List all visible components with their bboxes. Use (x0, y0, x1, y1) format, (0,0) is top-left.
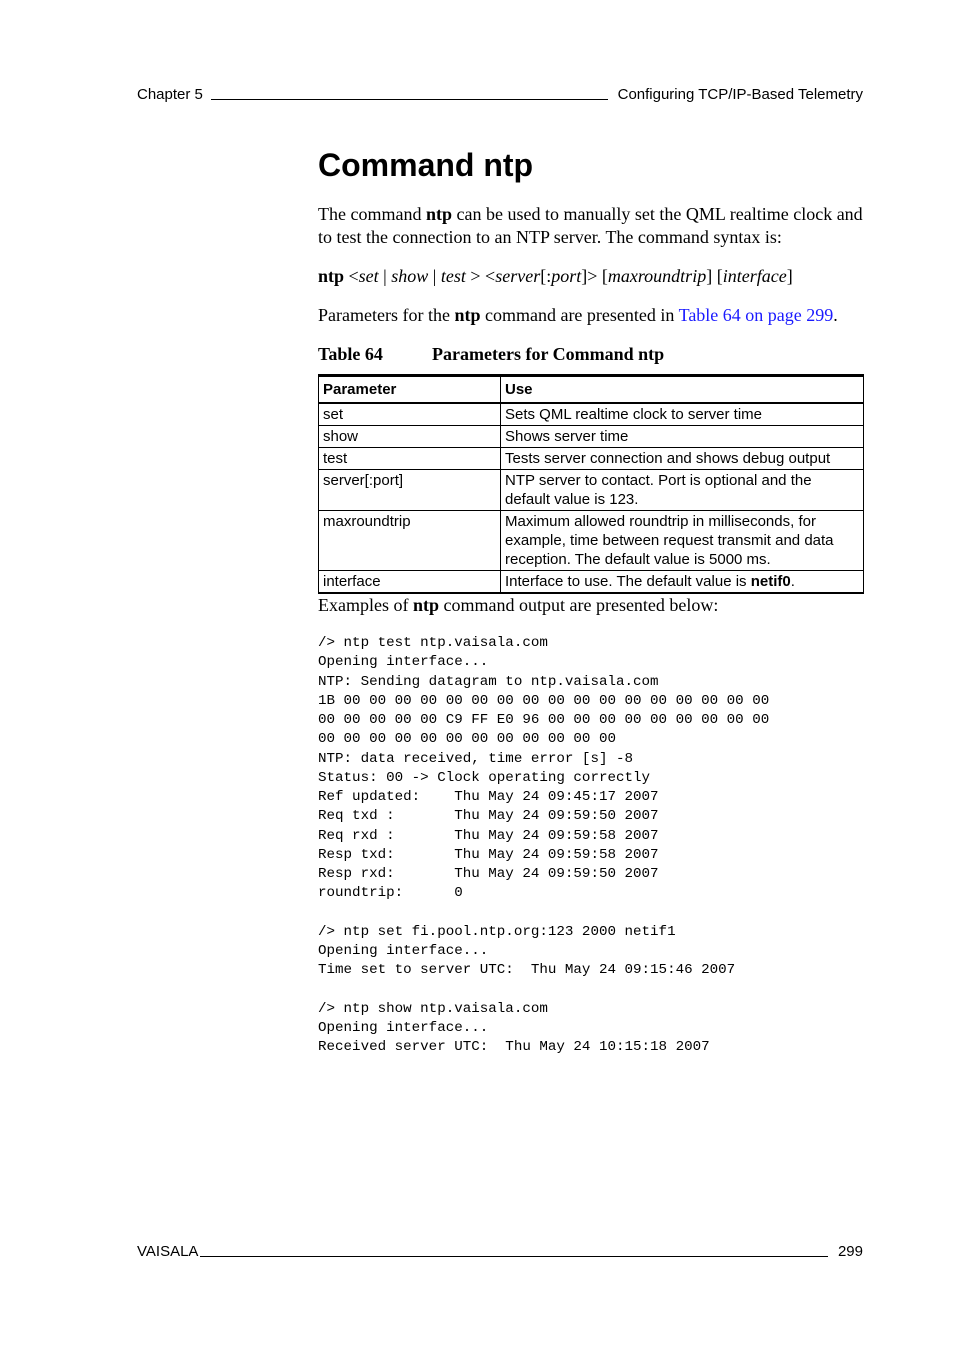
code-line: 1B 00 00 00 00 00 00 00 00 00 00 00 00 00 00 00 00 00 (318, 692, 770, 709)
code-line: 00 00 00 00 00 C9 FF E0 96 00 00 00 00 00 00 00 00 00 (318, 712, 770, 729)
table-number: Table 64 (318, 344, 383, 365)
header-use: Use (501, 376, 864, 404)
code-line: NTP: data received, time error [s] -8 (318, 750, 634, 767)
use-cell (501, 571, 864, 594)
code-example-block (318, 634, 864, 1058)
code-line: 00 00 00 00 00 00 00 00 00 00 00 00 (318, 731, 616, 748)
page-footer (137, 1243, 863, 1260)
param-cell: interface (319, 571, 501, 594)
code-line: Ref updated: Thu May 24 09:45:17 2007 (318, 789, 659, 806)
examples-paragraph (318, 594, 864, 617)
table-caption (318, 344, 864, 365)
main-content (318, 148, 864, 1058)
syntax-sep: | (428, 266, 441, 287)
code-line: Req txd : Thu May 24 09:59:50 2007 (318, 808, 659, 825)
header-parameter: Parameter (319, 376, 501, 404)
syntax-server: server (495, 266, 541, 287)
intro-command: ntp (425, 204, 452, 225)
code-line: Resp txd: Thu May 24 09:59:58 2007 (318, 846, 659, 863)
code-line: Time set to server UTC: Thu May 24 09:15:46 2007 (318, 962, 736, 979)
param-cell: set (319, 403, 501, 426)
command-syntax (318, 266, 864, 287)
parameters-paragraph (318, 304, 864, 327)
use-text: Interface to use. The default value is (505, 573, 751, 591)
syntax-show: show (391, 266, 429, 287)
code-line: Req rxd : Thu May 24 09:59:58 2007 (318, 827, 659, 844)
param-cell: maxroundtrip (319, 511, 501, 571)
page-title: Command ntp (318, 147, 534, 183)
chapter-label: Chapter 5 (137, 86, 203, 103)
examples-command: ntp (412, 595, 439, 616)
code-line: Received server UTC: Thu May 24 10:15:18 2007 (318, 1039, 710, 1056)
table-row (319, 511, 864, 571)
use-cell: NTP server to contact. Port is optional and the default value is 123. (501, 470, 864, 511)
use-text-end: . (790, 573, 795, 591)
use-cell: Maximum allowed roundtrip in milliseconds, for example, time between request transmit and data reception. The default value is 5000 ms. (501, 511, 864, 571)
table-reference-link[interactable]: Table 64 on page 299 (678, 305, 834, 326)
syntax-port: port (551, 266, 582, 287)
code-line: /> ntp show ntp.vaisala.com (318, 1000, 548, 1017)
code-line: Opening interface... (318, 654, 489, 671)
syntax-sep: | (378, 266, 392, 287)
table-row (319, 470, 864, 511)
syntax-interface: interface (722, 266, 787, 287)
syntax-sep: < (344, 266, 359, 287)
syntax-sep: ] (786, 266, 793, 287)
code-line: /> ntp test ntp.vaisala.com (318, 635, 548, 652)
page-header (137, 86, 863, 103)
syntax-maxroundtrip: maxroundtrip (607, 266, 707, 287)
params-text: Parameters for the (318, 305, 455, 326)
params-text-end: . (833, 305, 838, 326)
code-line: Opening interface... (318, 943, 489, 960)
syntax-sep: > < (465, 266, 496, 287)
intro-text: The command (318, 204, 426, 225)
table-row (319, 403, 864, 426)
code-line: Opening interface... (318, 1020, 489, 1037)
chapter-title: Configuring TCP/IP-Based Telemetry (617, 86, 863, 103)
examples-text-end: command output are presented below: (439, 595, 719, 616)
header-rule (211, 99, 608, 100)
table-header-row (319, 376, 864, 404)
table-row (319, 448, 864, 470)
table-title: Parameters for Command ntp (432, 344, 665, 365)
params-text-mid: command are presented in (480, 305, 679, 326)
footer-rule (200, 1256, 828, 1257)
use-cell: Shows server time (501, 426, 864, 448)
param-cell: test (319, 448, 501, 470)
syntax-test: test (440, 266, 466, 287)
footer-brand: VAISALA (137, 1243, 199, 1260)
syntax-sep: ]> [ (581, 266, 608, 287)
code-line: roundtrip: 0 (318, 885, 463, 902)
parameters-table (318, 374, 864, 594)
syntax-sep: ] [ (706, 266, 723, 287)
param-cell: server[:port] (319, 470, 501, 511)
syntax-sep: [: (540, 266, 552, 287)
code-line: Resp rxd: Thu May 24 09:59:50 2007 (318, 866, 659, 883)
syntax-command: ntp (318, 266, 345, 287)
table-row (319, 426, 864, 448)
code-line: NTP: Sending datagram to ntp.vaisala.com (318, 673, 659, 690)
page-number: 299 (837, 1243, 863, 1260)
use-cell: Sets QML realtime clock to server time (501, 403, 864, 426)
syntax-set: set (358, 266, 379, 287)
code-line: Status: 00 -> Clock operating correctly (318, 769, 651, 786)
table-row (319, 571, 864, 594)
intro-text-end: can be used to manually set the QML realtime clock and to test the connection to an NTP server. The command syntax is: (318, 204, 863, 248)
examples-text: Examples of (318, 595, 413, 616)
default-interface: netif0 (750, 573, 791, 591)
code-line: /> ntp set fi.pool.ntp.org:123 2000 netif1 (318, 923, 676, 940)
intro-paragraph (318, 203, 864, 249)
use-cell: Tests server connection and shows debug output (501, 448, 864, 470)
param-cell: show (319, 426, 501, 448)
params-command: ntp (454, 305, 481, 326)
